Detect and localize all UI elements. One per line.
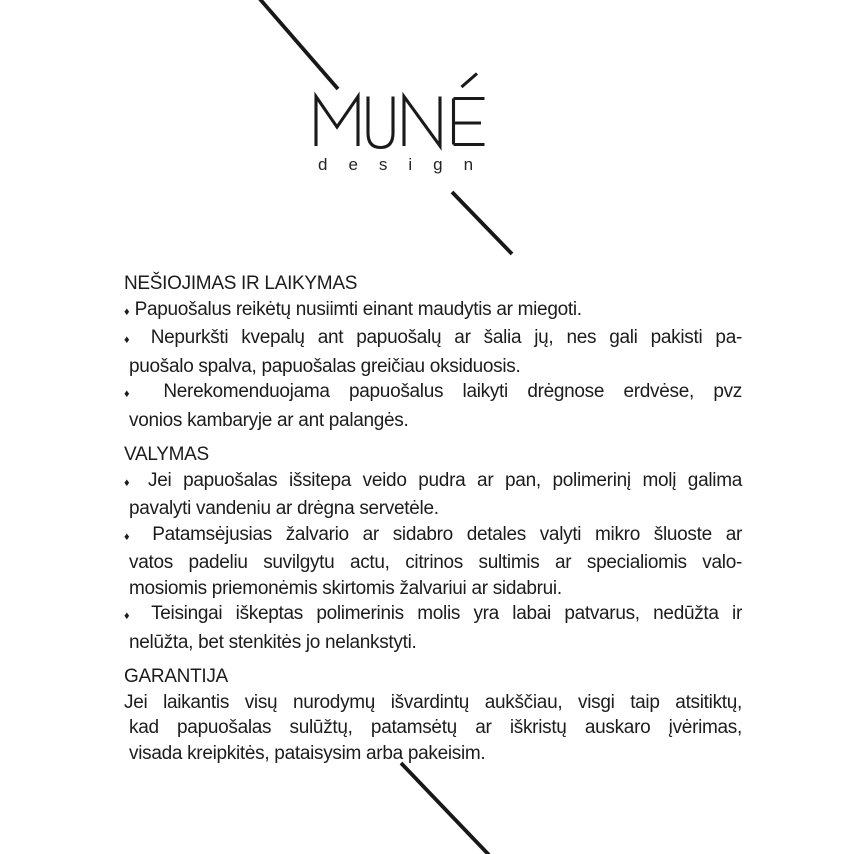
- section-heading: GARANTIJA: [124, 666, 228, 687]
- text-line: vatos padeliu suvilgytu actu, citrinos sultimis ar specialiomis valo-: [129, 552, 742, 573]
- text-line-content: Papuošalus reikėtų nusiimti einant maudytis ar miegoti.: [134, 298, 582, 320]
- bullet-item: [124, 522, 742, 602]
- decorative-diagonal-logo: [452, 192, 512, 254]
- brand-name: [0, 0, 1, 1]
- diamond-bullet-icon: ♦: [124, 476, 137, 489]
- bullet-item: [124, 325, 742, 379]
- text-line-content: Teisingai iškeptas polimerinis molis yra labai patvarus, nedūžta ir: [151, 603, 742, 624]
- diamond-bullet-icon: ♦: [124, 610, 139, 622]
- diamond-bullet-icon: ♦: [124, 334, 138, 346]
- text-line: nelūžta, bet stenkitės jo nelankstyti.: [129, 631, 417, 653]
- text-line-content: Patamsėjusias žalvario ar sidabro detales valyti mikro šluoste ar: [152, 523, 742, 545]
- section-heading: NEŠIOJIMAS IR LAIKYMAS: [124, 273, 358, 294]
- bullet-item: [124, 379, 742, 433]
- paragraph: [124, 690, 742, 767]
- text-line: [124, 325, 742, 354]
- text-line-content: Jei papuošalas išsitepa veido pudra ar pan, polimerinį molį galima: [148, 469, 742, 491]
- text-line: [124, 522, 742, 551]
- section-heading: VALYMAS: [124, 444, 209, 465]
- text-line-content: Nepurkšti kvepalų ant papuošalų ar šalia jų, nes gali pakisti pa-: [150, 327, 742, 348]
- text-line: visada kreipkitės, pataisysim arba pakeisim.: [129, 742, 486, 764]
- text-line: [124, 297, 742, 326]
- section-garantija: [124, 664, 742, 766]
- text-line: puošalo spalva, papuošalas greičiau oksiduosis.: [129, 355, 521, 377]
- section-nesiojimas: [124, 271, 742, 433]
- text-line: [124, 601, 742, 630]
- diamond-bullet-icon: ♦: [124, 530, 139, 543]
- text-line: mosiomis priemonėmis skirtomis žalvariui ar sidabrui.: [129, 577, 562, 599]
- brand-subtitle: design: [318, 155, 495, 174]
- text-line: Jei laikantis visų nurodymų išvardintų aukščiau, visgi taip atsitiktų,: [124, 691, 742, 713]
- text-line: pavalyti vandeniu ar drėgna servetėle.: [129, 498, 439, 519]
- diamond-bullet-icon: ♦: [124, 305, 130, 318]
- text-line: [124, 379, 742, 408]
- text-line: [124, 468, 742, 497]
- bullet-item: [124, 297, 742, 326]
- bullet-item: [124, 601, 742, 655]
- diamond-bullet-icon: ♦: [124, 388, 144, 400]
- bullet-item: [124, 468, 742, 522]
- section-valymas: [124, 442, 742, 655]
- text-line-content: Nerekomenduojama papuošalus laikyti drėgnose erdvėse, pvz: [163, 381, 742, 402]
- decorative-diagonal-bottom: [401, 763, 489, 854]
- text-line: kad papuošalas sulūžtų, patamsėtų ar iškristų auskaro įvėrimas,: [129, 717, 742, 738]
- content-sections: [124, 271, 742, 766]
- text-line: vonios kambaryje ar ant palangės.: [129, 409, 409, 431]
- brand-logo: [0, 0, 852, 200]
